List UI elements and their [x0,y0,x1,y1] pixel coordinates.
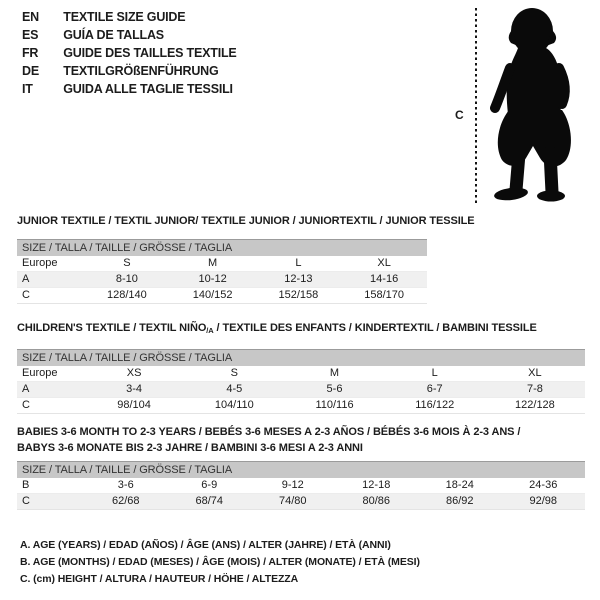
cell: 98/104 [117,399,151,411]
size-header-bar: SIZE / TALLA / TAILLE / GRÖSSE / TAGLIA [17,350,585,366]
footnote-b: B. AGE (MONTHS) / EDAD (MESES) / ÂGE (MOIS) / ALTER (MONATE) / ETÀ (MESI) [20,556,420,568]
cell: 140/152 [192,289,233,301]
footnote-c: C. (cm) HEIGHT / ALTURA / HAUTEUR / HÖHE / ALTEZZA [20,573,299,585]
title-part: / TEXTILE DES ENFANTS / KINDERTEXTIL / BAMBINI TESSILE [213,322,537,334]
cell: 92/98 [529,495,558,507]
lang-code: IT [22,82,33,96]
cell: L [295,257,302,269]
section-junior-textile [17,214,475,304]
lang-row-it [22,80,237,98]
table-row [17,272,427,288]
section-childrens-textile [17,321,585,414]
cell: 158/170 [364,289,404,301]
cell: 12-18 [362,479,391,491]
lang-label: GUIDE DES TAILLES TEXTILE [63,46,237,60]
row-label: Europe [22,257,58,269]
lang-label: GUIDA ALLE TAGLIE TESSILI [63,82,233,96]
table-row [17,288,427,304]
lang-row-en [22,8,237,26]
table-row [17,256,427,272]
footnote-legend [20,537,420,588]
lang-label: GUÍA DE TALLAS [63,28,164,42]
children-size-table [17,349,585,414]
lang-code: EN [22,10,39,24]
cell: 116/122 [415,399,455,411]
title-subscript: /A [206,326,214,335]
lang-label: TEXTILE SIZE GUIDE [63,10,186,24]
title-line-1: BABIES 3-6 MONTH TO 2-3 YEARS / BEBÉS 3-6 MESES A 2-3 AÑOS / BÉBÉS 3-6 MOIS À 2-3 ANS / [17,426,521,438]
size-header-bar: SIZE / TALLA / TAILLE / GRÖSSE / TAGLIA [17,462,585,478]
toddler-silhouette-icon [486,4,586,204]
cell: 9-12 [281,479,304,491]
cell: 68/74 [195,495,224,507]
cell: 3-4 [126,383,143,395]
title-line-2: BABYS 3-6 MONATE BIS 2-3 JAHRE / BAMBINI 3-6 MESI A 2-3 ANNI [17,442,363,454]
cell: 86/92 [445,495,474,507]
row-label: Europe [22,367,58,379]
table-row [17,478,585,494]
cell: 14-16 [370,273,399,285]
section-title: JUNIOR TEXTILE / TEXTIL JUNIOR/ TEXTILE JUNIOR / JUNIORTEXTIL / JUNIOR TESSILE [17,215,475,227]
cell: 128/140 [106,289,147,301]
cell: 4-5 [226,383,243,395]
lang-row-fr [22,44,237,62]
size-header-bar: SIZE / TALLA / TAILLE / GRÖSSE / TAGLIA [17,240,427,256]
cell: S [123,257,131,269]
height-c-label: C [455,108,464,122]
cell: 5-6 [326,383,343,395]
cell: XL [528,367,542,379]
lang-code: ES [22,28,39,42]
junior-size-table [17,239,427,304]
cell: 10-12 [198,273,227,285]
table-row [17,398,585,414]
row-label: C [22,495,30,507]
lang-code: DE [22,64,39,78]
cell: 8-10 [115,273,138,285]
row-label: A [22,273,30,285]
section-title [17,321,585,338]
cell: 122/128 [515,399,555,411]
height-dotted-line [475,8,477,204]
language-title-list [22,8,237,98]
row-label: C [22,289,30,301]
table-row [17,382,585,398]
cell: L [431,367,438,379]
babies-size-table [17,461,585,510]
table-row [17,494,585,510]
cell: 110/116 [315,399,354,411]
section-title [17,424,585,456]
cell: XL [377,257,391,269]
title-part: CHILDREN'S TEXTILE / TEXTIL NIÑO [17,322,207,334]
row-label: B [22,479,30,491]
cell: 104/110 [214,399,254,411]
cell: 18-24 [445,479,474,491]
cell: M [329,367,340,379]
row-label: C [22,399,30,411]
cell: XS [126,367,142,379]
cell: 74/80 [278,495,307,507]
height-reference-figure [450,4,595,206]
cell: M [208,257,218,269]
row-label: A [22,383,30,395]
lang-label: TEXTILGRÖßENFÜHRUNG [63,64,219,78]
table-row [17,366,585,382]
cell: 80/86 [362,495,391,507]
section-babies-textile [17,424,585,510]
lang-row-es [22,26,237,44]
lang-row-de [22,62,237,80]
cell: 6-9 [201,479,218,491]
cell: 24-36 [529,479,558,491]
cell: 62/68 [111,495,140,507]
cell: 7-8 [526,383,543,395]
cell: 152/158 [278,289,319,301]
cell: S [230,367,238,379]
cell: 6-7 [426,383,443,395]
cell: 12-13 [284,273,313,285]
cell: 3-6 [117,479,134,491]
lang-code: FR [22,46,39,60]
footnote-a: A. AGE (YEARS) / EDAD (AÑOS) / ÂGE (ANS) / ALTER (JAHRE) / ETÀ (ANNI) [20,539,391,551]
